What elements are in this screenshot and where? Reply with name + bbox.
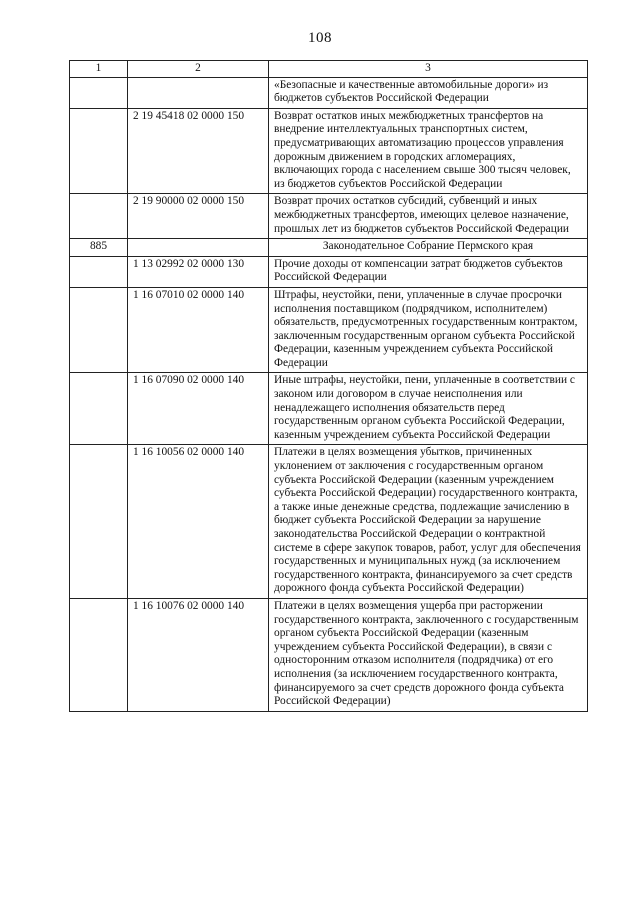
revenue-code-cell: 1 16 10056 02 0000 140 (128, 445, 269, 599)
admin-code-cell (70, 445, 128, 599)
table-row (70, 445, 588, 599)
budget-codes-table (69, 60, 588, 712)
revenue-code-cell: 1 16 10076 02 0000 140 (128, 598, 269, 711)
revenue-code-cell (128, 77, 269, 108)
table-row (70, 373, 588, 445)
admin-code-cell (70, 287, 128, 373)
table-row (70, 239, 588, 257)
revenue-code-cell: 1 13 02992 02 0000 130 (128, 256, 269, 287)
table-header-row (70, 61, 588, 78)
admin-code-cell (70, 598, 128, 711)
revenue-code-cell: 1 16 07010 02 0000 140 (128, 287, 269, 373)
admin-code-cell (70, 194, 128, 239)
table-row (70, 256, 588, 287)
admin-code-cell (70, 108, 128, 194)
description-cell: Возврат остатков иных межбюджетных трансфертов на внедрение интеллектуальных транспортных систем, предусматривающих автоматизацию процессов управления дорожным движением в городских агломерациях, включающих города с населением свыше 300 тысяч человек, из бюджетов субъектов Российской Федерации (269, 108, 588, 194)
description-cell: Платежи в целях возмещения ущерба при расторжении государственного контракта, заключенного с государственным органом субъекта Российской Федерации (казенным учреждением субъекта Российской Федерации), в связи с односторонним отказом исполнителя (подрядчика) от его исполнения (за исключением государственного контракта, финансируемого за счет средств дорожного фонда субъекта Российской Федерации) (269, 598, 588, 711)
description-cell: Законодательное Собрание Пермского края (269, 239, 588, 257)
revenue-code-cell: 2 19 90000 02 0000 150 (128, 194, 269, 239)
revenue-code-cell (128, 239, 269, 257)
admin-code-cell (70, 77, 128, 108)
header-col-2: 2 (128, 61, 269, 78)
revenue-code-cell: 1 16 07090 02 0000 140 (128, 373, 269, 445)
header-col-1: 1 (70, 61, 128, 78)
table-row (70, 77, 588, 108)
admin-code-cell: 885 (70, 239, 128, 257)
revenue-code-cell: 2 19 45418 02 0000 150 (128, 108, 269, 194)
page-number: 108 (308, 30, 332, 46)
admin-code-cell (70, 256, 128, 287)
description-cell: Прочие доходы от компенсации затрат бюджетов субъектов Российской Федерации (269, 256, 588, 287)
header-col-3: 3 (269, 61, 588, 78)
admin-code-cell (70, 373, 128, 445)
description-cell: Штрафы, неустойки, пени, уплаченные в случае просрочки исполнения поставщиком (подрядчиком, исполнителем) обязательств, предусмотренных государственным контрактом, заключенным государственным органом субъекта Российской Федерации, казенным учреждением субъекта Российской Федерации (269, 287, 588, 373)
description-cell: Иные штрафы, неустойки, пени, уплаченные в соответствии с законом или договором в случае неисполнения или ненадлежащего исполнения обязательств перед государственным органом субъекта Российской Федерации, казенным учреждением субъекта Российской Федерации (269, 373, 588, 445)
table-row (70, 108, 588, 194)
table-row (70, 194, 588, 239)
description-cell: Возврат прочих остатков субсидий, субвенций и иных межбюджетных трансфертов, имеющих целевое назначение, прошлых лет из бюджетов субъектов Российской Федерации (269, 194, 588, 239)
table-row (70, 287, 588, 373)
table-row (70, 598, 588, 711)
description-cell: Платежи в целях возмещения убытков, причиненных уклонением от заключения с государственным органом субъекта Российской Федерации (казенным учреждением субъекта Российской Федерации) государственного контракта, а также иные денежные средства, подлежащие зачислению в бюджет субъекта Российской Федерации за нарушение законодательства Российской Федерации о контрактной системе в сфере закупок товаров, работ, услуг для обеспечения государственных и муниципальных нужд (за исключением государственного контракта, финансируемого за счет средств дорожного фонда субъекта Российской Федерации) (269, 445, 588, 599)
description-cell: «Безопасные и качественные автомобильные дороги» из бюджетов субъектов Российской Федерации (269, 77, 588, 108)
